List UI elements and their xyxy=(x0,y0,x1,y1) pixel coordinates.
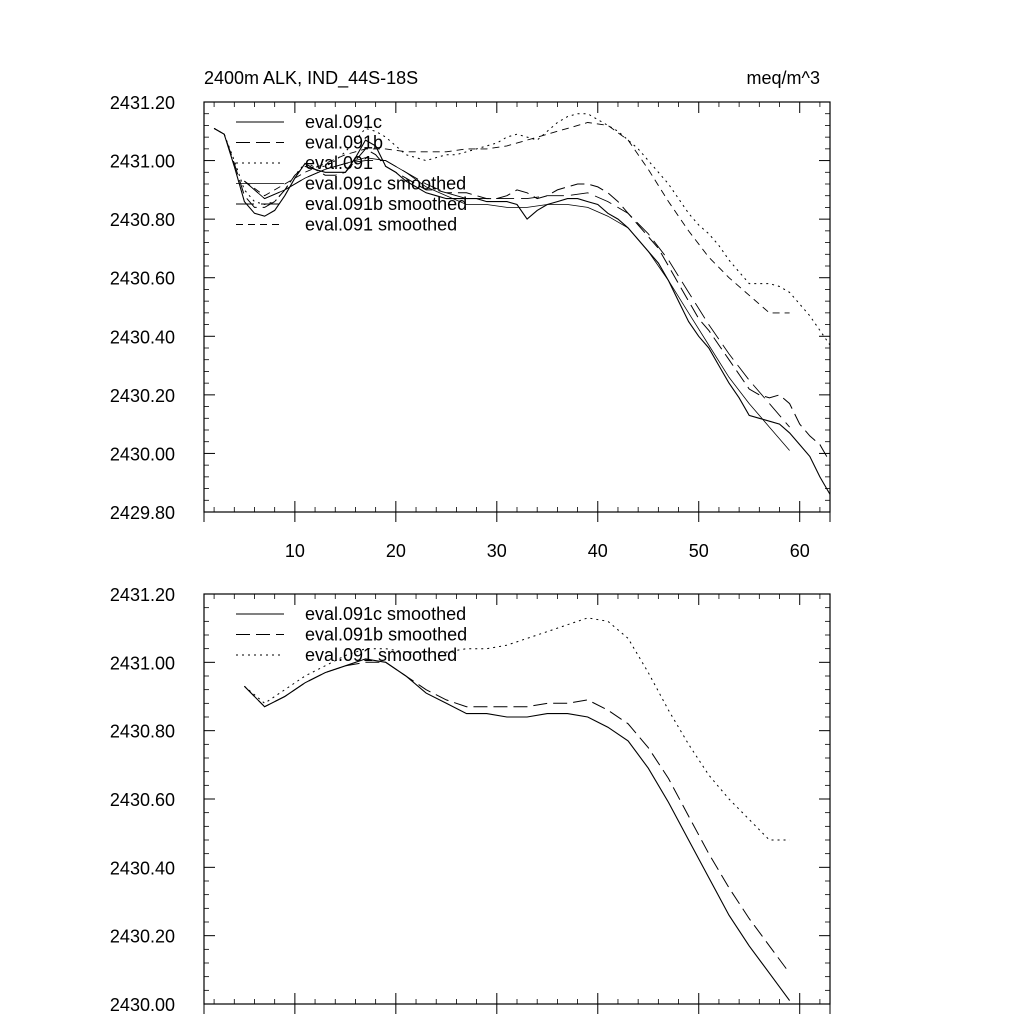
legend-label: eval.091c smoothed xyxy=(305,604,467,624)
y-tick-label: 2430.40 xyxy=(109,327,175,348)
legend-label: eval.091c smoothed xyxy=(305,173,467,194)
y-tick-label: 2430.20 xyxy=(109,385,175,406)
y-tick-label: 2429.80 xyxy=(109,503,175,523)
legend-label: eval.091 xyxy=(305,153,374,173)
y-tick-label: 2431.00 xyxy=(109,151,175,172)
y-tick-label: 2430.20 xyxy=(109,926,175,947)
bottom-panel xyxy=(110,585,830,1015)
y-tick-label: 2431.00 xyxy=(109,653,175,674)
x-tick-label: 20 xyxy=(385,541,406,561)
legend-label: eval.091b smoothed xyxy=(305,624,468,645)
x-tick-label: 40 xyxy=(587,541,608,561)
series-line-2 xyxy=(244,662,789,973)
x-tick-label: 60 xyxy=(789,541,810,561)
y-tick-label: 2430.80 xyxy=(109,210,175,231)
x-tick-label: 50 xyxy=(688,541,709,561)
chart-title: 2400m ALK, IND_44S-18S xyxy=(204,68,419,88)
y-tick-label: 2430.60 xyxy=(109,790,175,810)
x-tick-label: 30 xyxy=(486,541,507,561)
y-tick-label: 2431.20 xyxy=(109,585,175,605)
plot-frame xyxy=(204,594,830,1004)
y-tick-label: 2430.60 xyxy=(109,268,175,289)
legend-label: eval.091 smoothed xyxy=(305,645,458,665)
y-tick-label: 2430.40 xyxy=(109,858,175,879)
legend-label: eval.091 smoothed xyxy=(305,214,458,235)
series-line-1 xyxy=(244,659,789,1001)
legend-label: eval.091b smoothed xyxy=(305,194,468,214)
units-label: meq/m^3 xyxy=(746,68,820,88)
y-tick-label: 2430.00 xyxy=(109,995,175,1015)
y-tick-label: 2430.00 xyxy=(109,444,175,465)
x-tick-label: 10 xyxy=(284,541,305,561)
legend-label: eval.091c xyxy=(305,112,383,132)
y-tick-label: 2430.80 xyxy=(109,721,175,742)
top-panel xyxy=(110,68,830,561)
y-tick-label: 2431.20 xyxy=(109,93,175,113)
legend-label: eval.091b xyxy=(305,132,384,153)
plot-frame xyxy=(204,102,830,512)
